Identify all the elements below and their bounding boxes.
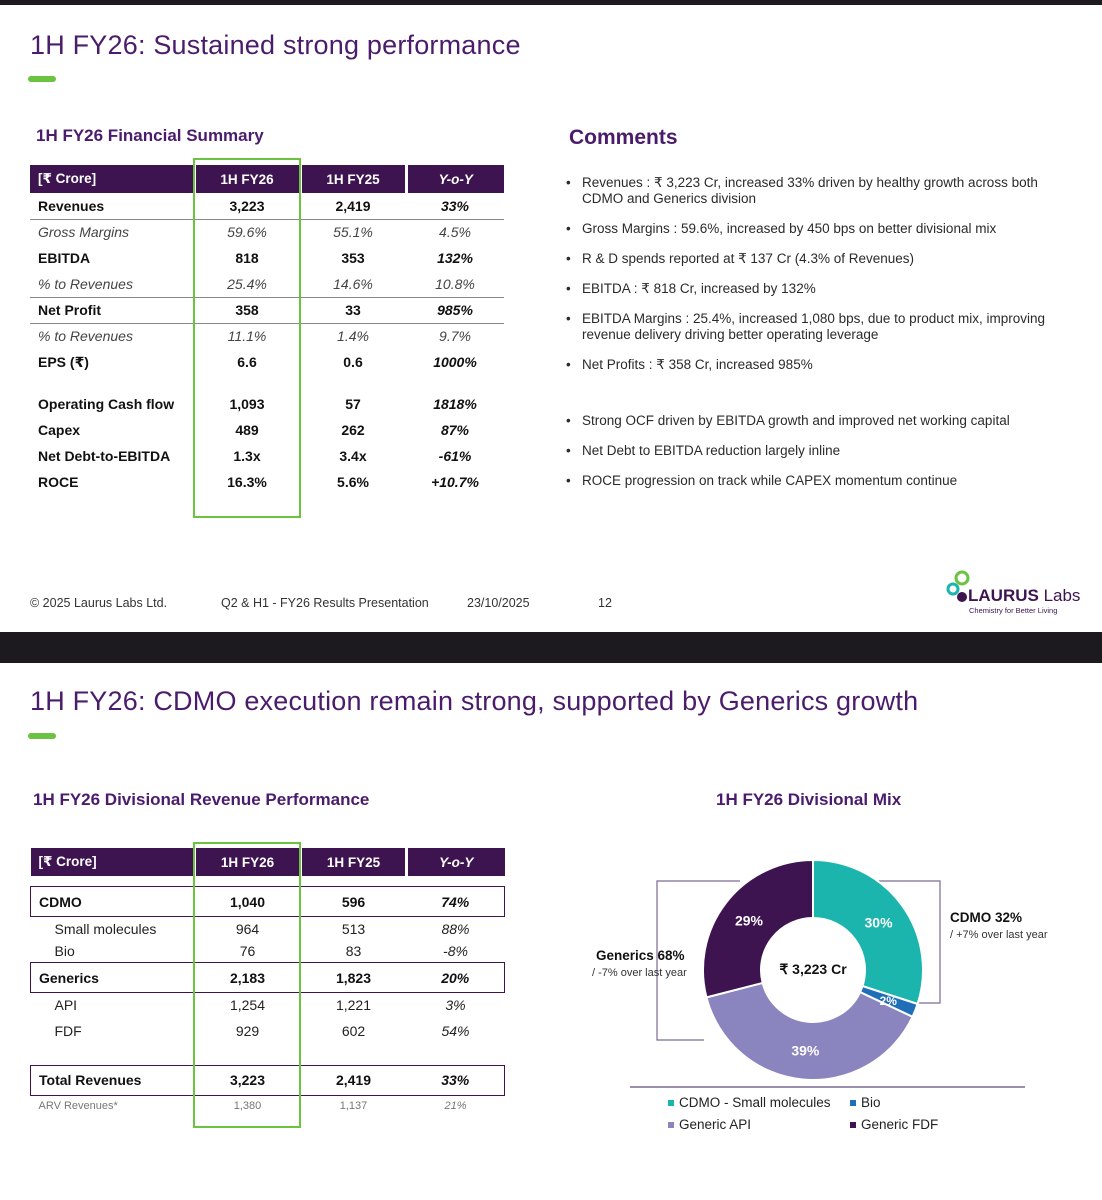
value-current: 3,223 — [195, 1065, 301, 1095]
footer-copyright: © 2025 Laurus Labs Ltd. — [30, 596, 168, 610]
logo-wordmark-light: Labs — [1038, 586, 1081, 605]
value-yoy: 9.7% — [439, 328, 471, 345]
footer-date: 23/10/2025 — [467, 596, 530, 610]
row-label: Revenues — [30, 193, 194, 219]
value-prior: 14.6% — [300, 271, 406, 297]
comment-item: • EBITDA Margins : 25.4%, increased 1,080 bps, due to product mix, improving revenue delivery driving better operating leverage — [566, 311, 1076, 343]
legend-label: CDMO - Small molecules — [679, 1095, 831, 1110]
value-current: 1,040 — [195, 887, 301, 917]
value-yoy: +10.7% — [431, 474, 479, 490]
row-label: Net Profit — [30, 297, 194, 323]
row-label: Total Revenues — [31, 1065, 195, 1095]
slide1-accent-bar — [28, 76, 56, 82]
comment-item: • ROCE progression on track while CAPEX momentum continue — [566, 473, 1076, 489]
value-yoy: 1000% — [433, 354, 477, 370]
value-prior: 1,221 — [335, 997, 372, 1014]
row-label: Capex — [38, 422, 81, 438]
row-label: ROCE — [38, 474, 79, 490]
value-yoy: 132% — [437, 250, 473, 266]
donut-slice-label: 29% — [734, 912, 764, 929]
legend-item — [850, 1117, 938, 1132]
cdmo-callout-sub: / +7% over last year — [950, 929, 1048, 941]
donut-slice-label: 2% — [879, 993, 897, 1008]
row-label: EBITDA — [38, 250, 91, 266]
value-yoy: -8% — [443, 943, 468, 960]
legend-label: Bio — [861, 1095, 881, 1110]
value-prior: 33 — [300, 297, 406, 323]
value-prior: 513 — [341, 920, 366, 937]
value-current: 16.3% — [227, 474, 267, 490]
legend-label: Generic API — [679, 1117, 752, 1132]
comments-list — [566, 175, 1076, 489]
col-header-prior: 1H FY25 — [300, 165, 406, 193]
row-label: Net Debt-to-EBITDA — [38, 448, 171, 464]
value-current: 11.1% — [227, 328, 267, 345]
current-period-highlight — [193, 158, 301, 518]
generics-callout-sub: / -7% over last year — [592, 967, 687, 979]
comments-title: Comments — [569, 126, 678, 149]
row-label: Bio — [54, 943, 75, 960]
row-label: CDMO — [31, 887, 195, 917]
generics-callout-title: Generics 68% — [596, 948, 685, 963]
value-current: 1,254 — [229, 997, 266, 1014]
donut-slice-label: 39% — [791, 1042, 820, 1059]
value-yoy: 88% — [441, 920, 470, 937]
legend-swatch — [668, 1122, 674, 1128]
value-yoy: 33% — [407, 1065, 505, 1095]
row-label: % to Revenues — [30, 271, 194, 297]
logo-wordmark-bold: LAURUS — [968, 586, 1039, 605]
comment-item: • R & D spends reported at ₹ 137 Cr (4.3% of Revenues) — [566, 251, 1076, 267]
value-yoy: 21% — [444, 1100, 467, 1113]
row-label: API — [54, 997, 78, 1014]
value-prior: 2,419 — [300, 193, 406, 219]
value-current: 1,093 — [229, 396, 265, 412]
donut-center-label: ₹ 3,223 Cr — [779, 961, 847, 977]
slide-divider-bar — [0, 632, 1102, 663]
value-prior: 57 — [345, 396, 361, 412]
value-current: 964 — [235, 920, 260, 937]
slide2-accent-bar — [28, 733, 56, 739]
value-current: 1.3x — [233, 448, 261, 464]
value-yoy: 10.8% — [406, 271, 504, 297]
value-yoy: 87% — [440, 422, 470, 438]
value-current: 489 — [235, 422, 259, 438]
legend-item — [668, 1095, 831, 1110]
value-current: 76 — [239, 943, 256, 960]
col-header-prior: 1H FY25 — [301, 848, 407, 876]
footer-presentation: Q2 & H1 - FY26 Results Presentation — [221, 596, 429, 610]
value-prior: 602 — [341, 1023, 366, 1039]
divisional-revenue-title: 1H FY26 Divisional Revenue Performance — [33, 790, 370, 809]
value-current: 6.6 — [237, 354, 257, 370]
value-current: 929 — [235, 1023, 260, 1039]
value-yoy: 54% — [441, 1023, 470, 1039]
col-header-current: 1H FY26 — [195, 848, 301, 876]
row-label: Generics — [31, 963, 195, 993]
row-label: Gross Margins — [38, 224, 130, 241]
comment-item: • Net Debt to EBITDA reduction largely inline — [566, 443, 1076, 459]
slide1-title: 1H FY26: Sustained strong performance — [30, 30, 521, 60]
footer-page-number: 12 — [598, 596, 612, 610]
value-current: 1,380 — [233, 1100, 262, 1113]
comment-item: • Revenues : ₹ 3,223 Cr, increased 33% driven by healthy growth across both CDMO and Generics division — [566, 175, 1076, 207]
value-yoy: 1818% — [433, 396, 477, 412]
legend-label: Generic FDF — [861, 1117, 939, 1132]
row-label: Operating Cash flow — [38, 396, 175, 412]
financial-summary-title: 1H FY26 Financial Summary — [36, 126, 264, 145]
col-header-yoy: Y-o-Y — [407, 848, 505, 876]
cdmo-callout — [950, 910, 1048, 941]
logo-wordmark — [968, 586, 1080, 606]
value-prior: 353 — [341, 250, 365, 266]
legend-item — [850, 1095, 881, 1110]
value-yoy: 74% — [407, 887, 505, 917]
row-label: Small molecules — [54, 920, 157, 937]
value-yoy: 20% — [407, 963, 505, 993]
value-prior: 0.6 — [343, 354, 363, 370]
comment-item: • Net Profits : ₹ 358 Cr, increased 985% — [566, 357, 1076, 373]
value-yoy: 3% — [445, 997, 466, 1014]
legend-swatch — [850, 1122, 856, 1128]
value-prior: 83 — [345, 943, 362, 960]
value-current: 818 — [235, 250, 259, 266]
comment-item: • Strong OCF driven by EBITDA growth and improved net working capital — [566, 413, 1076, 429]
value-prior: 262 — [341, 422, 365, 438]
col-header-yoy: Y-o-Y — [406, 165, 504, 193]
row-label: ARV Revenues* — [38, 1100, 118, 1113]
cdmo-callout-title: CDMO 32% — [950, 910, 1023, 925]
slide2-title: 1H FY26: CDMO execution remain strong, supported by Generics growth — [30, 686, 919, 716]
row-label: EPS (₹) — [38, 353, 89, 370]
value-yoy: -61% — [438, 448, 472, 464]
generics-callout — [592, 948, 687, 979]
value-prior: 1,823 — [301, 963, 407, 993]
comment-item: • EBITDA : ₹ 818 Cr, increased by 132% — [566, 281, 1076, 297]
value-prior: 5.6% — [337, 474, 369, 490]
value-yoy: 33% — [406, 193, 504, 219]
row-label: FDF — [54, 1023, 82, 1039]
value-current: 59.6% — [227, 224, 267, 241]
donut-slice-label: 30% — [864, 914, 893, 931]
comment-item: • Gross Margins : 59.6%, increased by 450 bps on better divisional mix — [566, 221, 1076, 237]
value-prior: 3.4x — [339, 448, 367, 464]
divisional-mix-title: 1H FY26 Divisional Mix — [716, 790, 902, 809]
current-period-highlight-2 — [193, 842, 301, 1128]
row-label: % to Revenues — [38, 328, 133, 345]
legend-swatch — [668, 1100, 674, 1106]
value-prior: 1,137 — [339, 1100, 368, 1113]
col-header-unit: [₹ Crore] — [31, 848, 195, 876]
col-header-current: 1H FY26 — [194, 165, 300, 193]
value-yoy: 4.5% — [439, 224, 471, 241]
value-prior: 2,419 — [301, 1065, 407, 1095]
value-prior: 1.4% — [337, 328, 369, 345]
value-prior: 55.1% — [333, 224, 373, 241]
value-current: 25.4% — [194, 271, 300, 297]
value-yoy: 985% — [406, 297, 504, 323]
value-current: 358 — [194, 297, 300, 323]
col-header-unit: [₹ Crore] — [30, 165, 194, 193]
value-prior: 596 — [301, 887, 407, 917]
logo-tagline: Chemistry for Better Living — [969, 606, 1058, 615]
value-current: 2,183 — [195, 963, 301, 993]
legend-swatch — [850, 1100, 856, 1106]
value-current: 3,223 — [194, 193, 300, 219]
legend-item — [668, 1117, 751, 1132]
top-bar — [0, 0, 1102, 5]
